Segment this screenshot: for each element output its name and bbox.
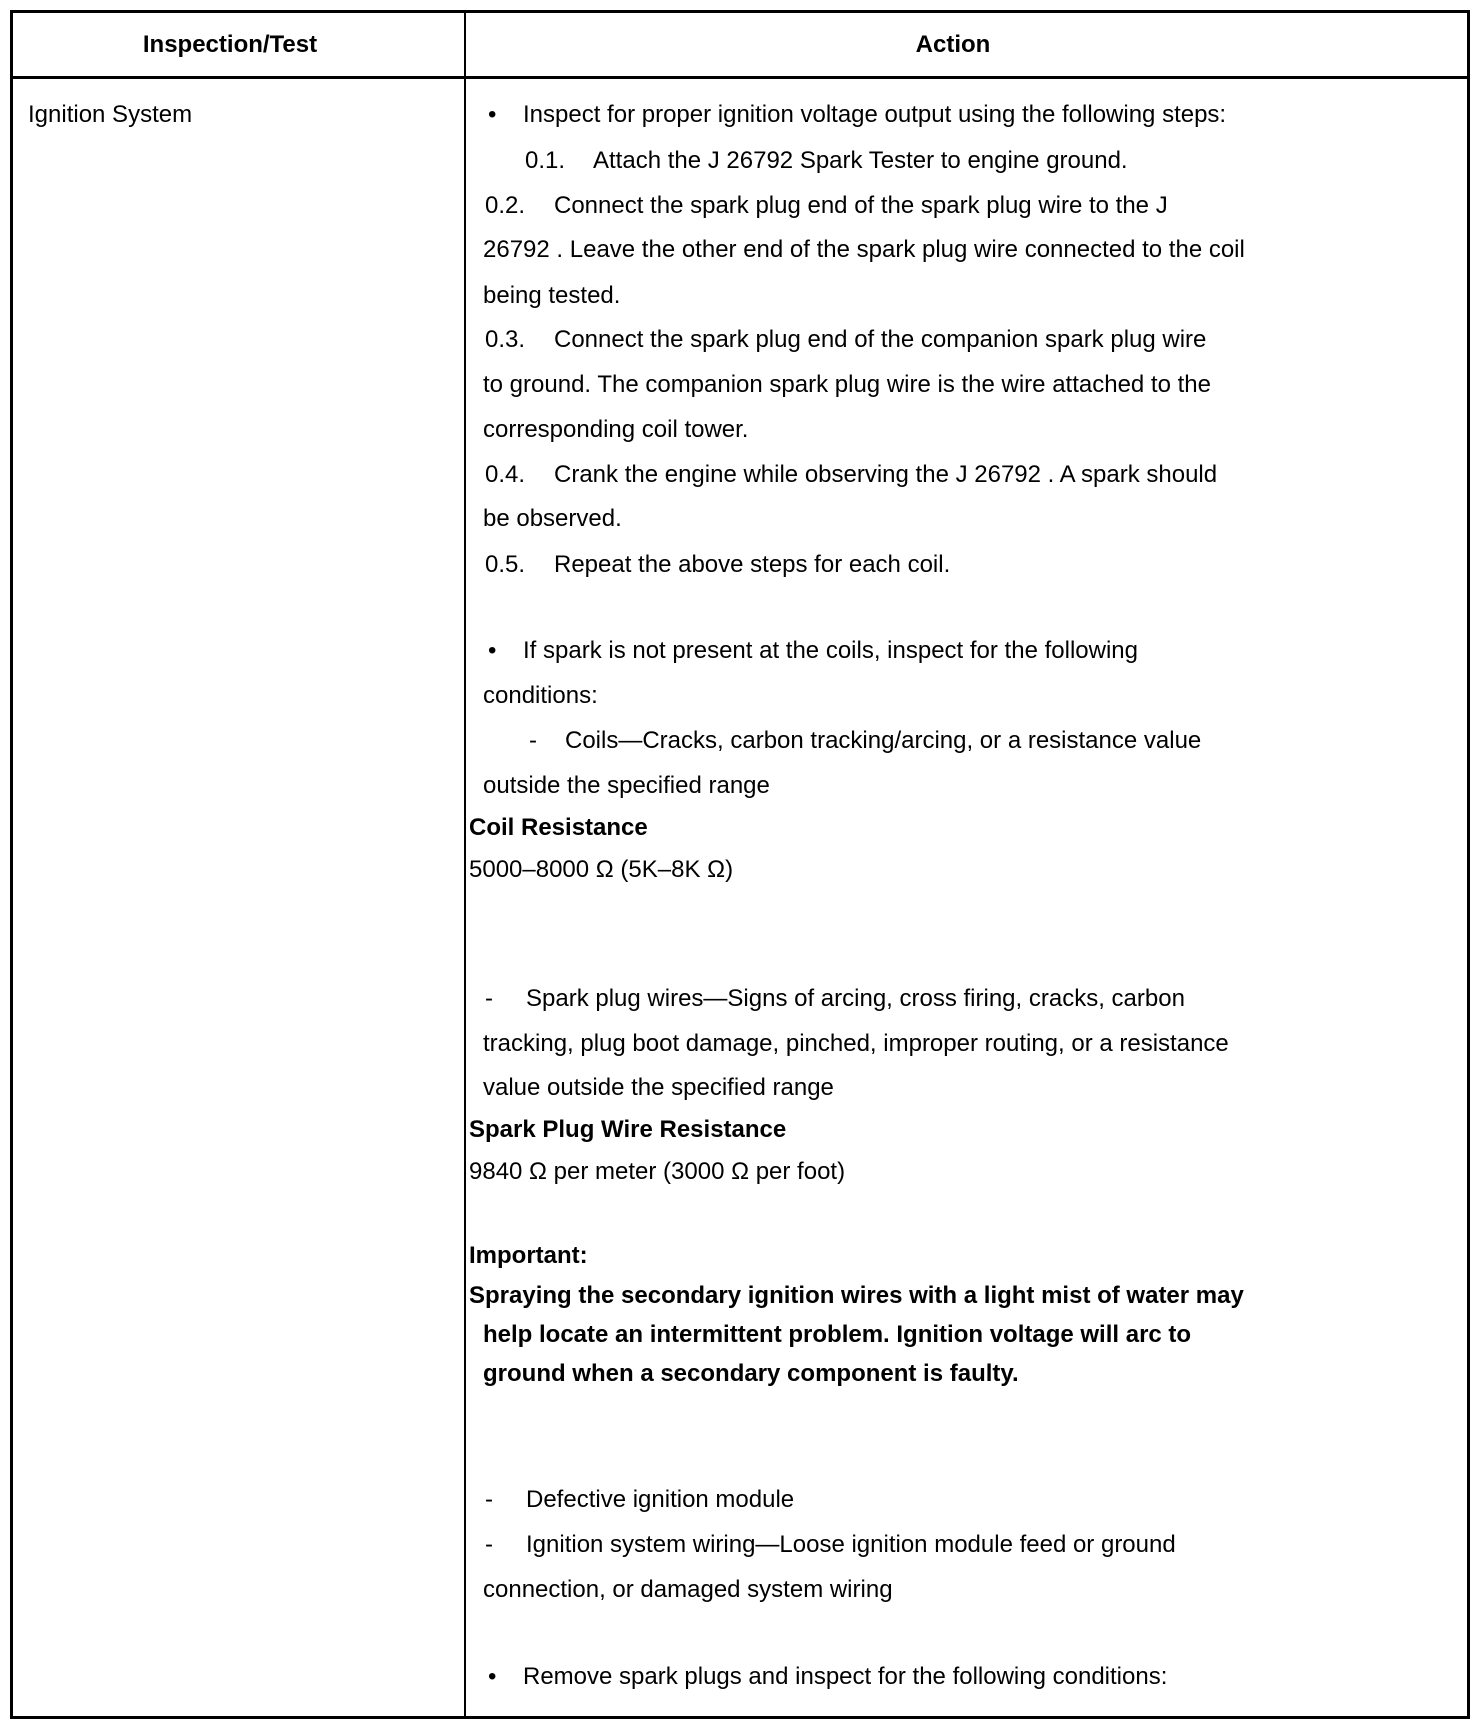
action-line: 5000–8000 Ω (5K–8K Ω) bbox=[469, 856, 734, 883]
bullet-icon: • bbox=[488, 101, 497, 128]
action-line: Coil Resistance bbox=[469, 814, 648, 841]
action-line: Important: bbox=[469, 1242, 588, 1269]
action-line: Remove spark plugs and inspect for the following conditions: bbox=[523, 1663, 1168, 1690]
action-line: Spark Plug Wire Resistance bbox=[469, 1116, 787, 1143]
action-line: Spark plug wires—Signs of arcing, cross firing, cracks, carbon bbox=[526, 985, 1185, 1012]
action-line: Defective ignition module bbox=[526, 1486, 795, 1513]
action-line: connection, or damaged system wiring bbox=[483, 1576, 893, 1603]
action-line: Inspect for proper ignition voltage output using the following steps: bbox=[523, 101, 1227, 128]
action-line: Crank the engine while observing the J 26792 . A spark should bbox=[554, 461, 1218, 488]
action-line: help locate an intermittent problem. Ignition voltage will arc to bbox=[483, 1321, 1192, 1348]
dash-marker: - bbox=[485, 985, 493, 1012]
action-line: Ignition system wiring—Loose ignition module feed or ground bbox=[526, 1531, 1176, 1558]
action-line: Attach the J 26792 Spark Tester to engine ground. bbox=[593, 147, 1128, 174]
bullet-icon: • bbox=[488, 637, 497, 664]
header-divider bbox=[10, 76, 1470, 79]
test-name: Ignition System bbox=[28, 101, 193, 128]
dash-marker: - bbox=[485, 1531, 493, 1558]
action-line: tracking, plug boot damage, pinched, improper routing, or a resistance bbox=[483, 1030, 1229, 1057]
action-line: Connect the spark plug end of the spark plug wire to the J bbox=[554, 192, 1168, 219]
action-line: being tested. bbox=[483, 282, 621, 309]
bullet-icon: • bbox=[488, 1663, 497, 1690]
action-line: Connect the spark plug end of the companion spark plug wire bbox=[554, 326, 1207, 353]
header-inspection-test: Inspection/Test bbox=[142, 31, 318, 58]
action-line: be observed. bbox=[483, 505, 622, 532]
step-number: 0.5. bbox=[485, 551, 526, 578]
table-frame bbox=[10, 10, 1470, 1719]
action-line: If spark is not present at the coils, inspect for the following bbox=[523, 637, 1138, 664]
column-divider bbox=[464, 10, 466, 1716]
dash-marker: - bbox=[529, 727, 537, 754]
action-line: outside the specified range bbox=[483, 772, 770, 799]
dash-marker: - bbox=[485, 1486, 493, 1513]
action-line: value outside the specified range bbox=[483, 1074, 834, 1101]
action-line: Coils—Cracks, carbon tracking/arcing, or a resistance value bbox=[565, 727, 1202, 754]
action-line: corresponding coil tower. bbox=[483, 416, 749, 443]
action-line: conditions: bbox=[483, 682, 598, 709]
action-line: Spraying the secondary ignition wires with a light mist of water may bbox=[469, 1282, 1244, 1309]
header-action: Action bbox=[915, 31, 991, 58]
action-line: 9840 Ω per meter (3000 Ω per foot) bbox=[469, 1158, 846, 1185]
action-line: 26792 . Leave the other end of the spark plug wire connected to the coil bbox=[483, 236, 1245, 263]
step-number: 0.3. bbox=[485, 326, 526, 353]
step-number: 0.1. bbox=[525, 147, 566, 174]
step-number: 0.2. bbox=[485, 192, 526, 219]
action-line: to ground. The companion spark plug wire is the wire attached to the bbox=[483, 371, 1211, 398]
action-line: Repeat the above steps for each coil. bbox=[554, 551, 951, 578]
step-number: 0.4. bbox=[485, 461, 526, 488]
action-line: ground when a secondary component is faulty. bbox=[483, 1360, 1019, 1387]
